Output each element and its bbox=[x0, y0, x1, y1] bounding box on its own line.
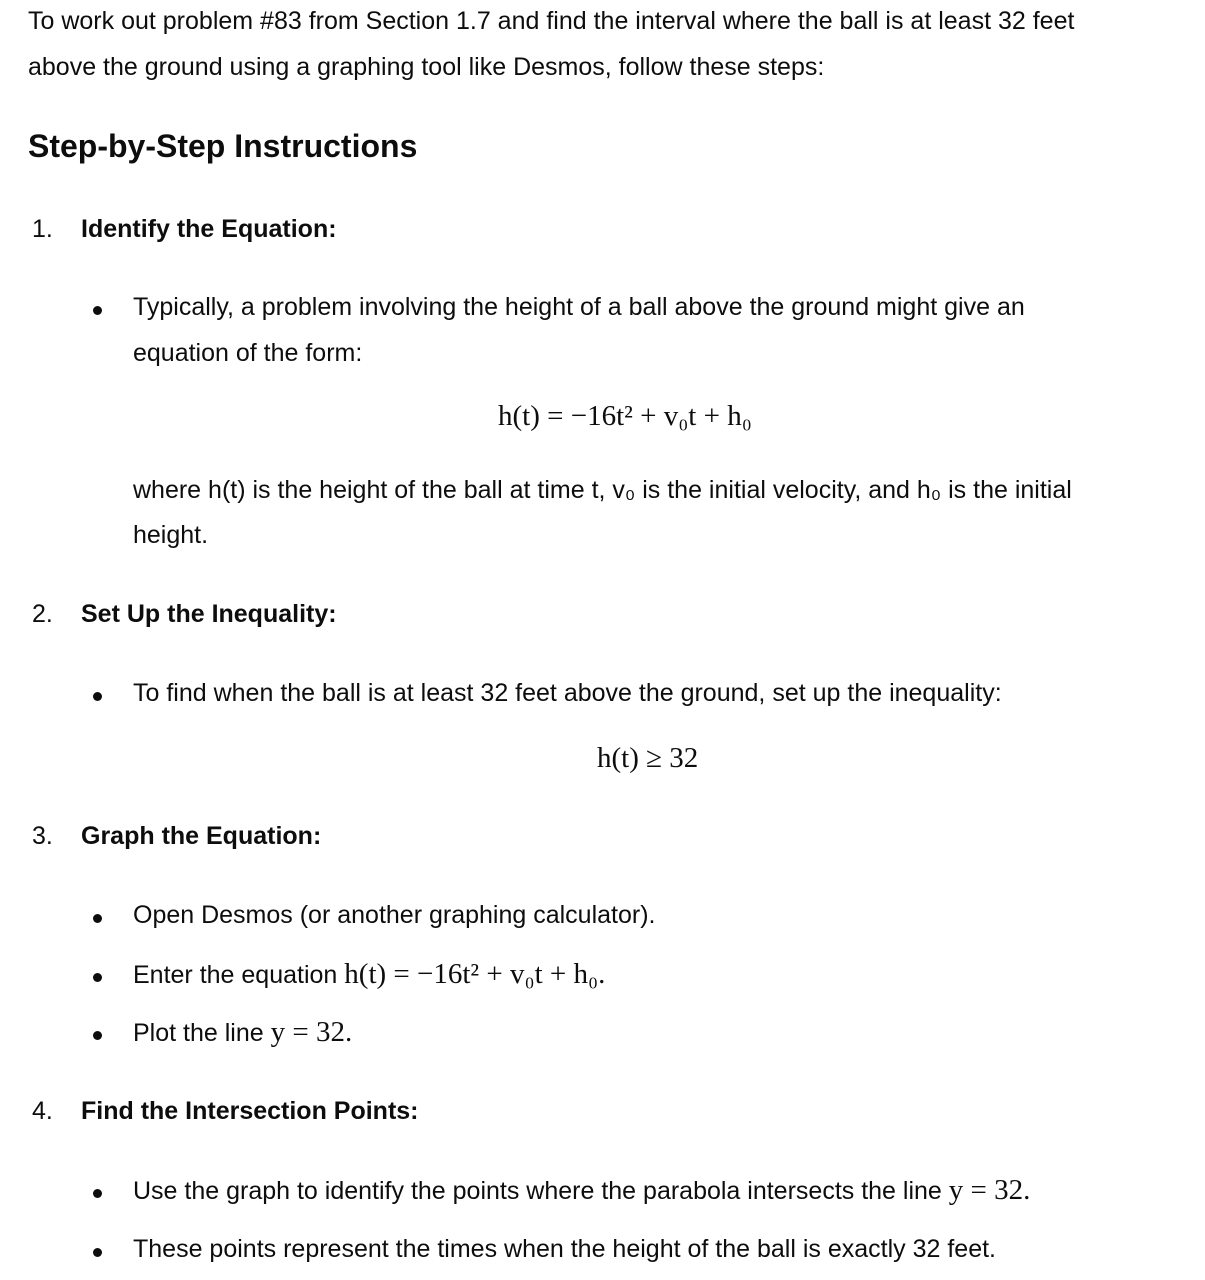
bullet-icon bbox=[93, 1248, 102, 1257]
step-2-number: 2. bbox=[32, 600, 53, 628]
section-heading: Step-by-Step Instructions bbox=[28, 128, 418, 164]
bullet-icon bbox=[93, 692, 102, 701]
step-3-bullet-2-text: Enter the equation bbox=[133, 961, 345, 989]
bullet-icon bbox=[93, 1031, 102, 1040]
step-4-bullet-1 bbox=[133, 1174, 1030, 1207]
step-3-number: 3. bbox=[32, 822, 53, 850]
step-3-bullet-3-text: Plot the line bbox=[133, 1019, 271, 1047]
bullet-icon bbox=[93, 973, 102, 982]
step-3-bullet-3-math: y = 32. bbox=[270, 1016, 353, 1048]
step-1-number: 1. bbox=[32, 215, 53, 243]
step-1-bullet-line-1: Typically, a problem involving the height of a ball above the ground might give an bbox=[133, 293, 1025, 321]
step-4-bullet-2: These points represent the times when the height of the ball is exactly 32 feet. bbox=[133, 1235, 997, 1263]
step-1-equation: h(t) = −16t² + v₀t + h₀ bbox=[498, 400, 752, 432]
step-4-title: Find the Intersection Points: bbox=[81, 1097, 419, 1125]
step-2-inequality: h(t) ≥ 32 bbox=[597, 742, 699, 774]
step-4-bullet-1-math: y = 32. bbox=[948, 1174, 1031, 1206]
step-3-bullet-2 bbox=[133, 958, 605, 991]
step-1-where-line-2: height. bbox=[133, 521, 209, 549]
step-3-bullet-2-math: h(t) = −16t² + v₀t + h₀. bbox=[344, 958, 606, 990]
intro-line-1: To work out problem #83 from Section 1.7 and find the interval where the ball is at least 32 feet bbox=[28, 7, 1075, 35]
bullet-icon bbox=[93, 914, 102, 923]
step-4-bullet-1-text: Use the graph to identify the points where the parabola intersects the line bbox=[133, 1177, 949, 1205]
step-4-number: 4. bbox=[32, 1097, 53, 1125]
step-3-bullet-1: Open Desmos (or another graphing calculator). bbox=[133, 901, 656, 929]
step-2-title: Set Up the Inequality: bbox=[81, 600, 337, 628]
step-1-bullet-line-2: equation of the form: bbox=[133, 339, 363, 367]
step-2-bullet-1: To find when the ball is at least 32 feet above the ground, set up the inequality: bbox=[133, 679, 1002, 707]
intro-line-2: above the ground using a graphing tool like Desmos, follow these steps: bbox=[28, 53, 825, 81]
bullet-icon bbox=[93, 1189, 102, 1198]
step-3-title: Graph the Equation: bbox=[81, 822, 322, 850]
step-1-where-line-1: where h(t) is the height of the ball at time t, v₀ is the initial velocity, and h₀ is the initial bbox=[133, 476, 1072, 504]
step-1-title: Identify the Equation: bbox=[81, 215, 337, 243]
step-3-bullet-3 bbox=[133, 1016, 352, 1049]
bullet-icon bbox=[93, 306, 102, 315]
